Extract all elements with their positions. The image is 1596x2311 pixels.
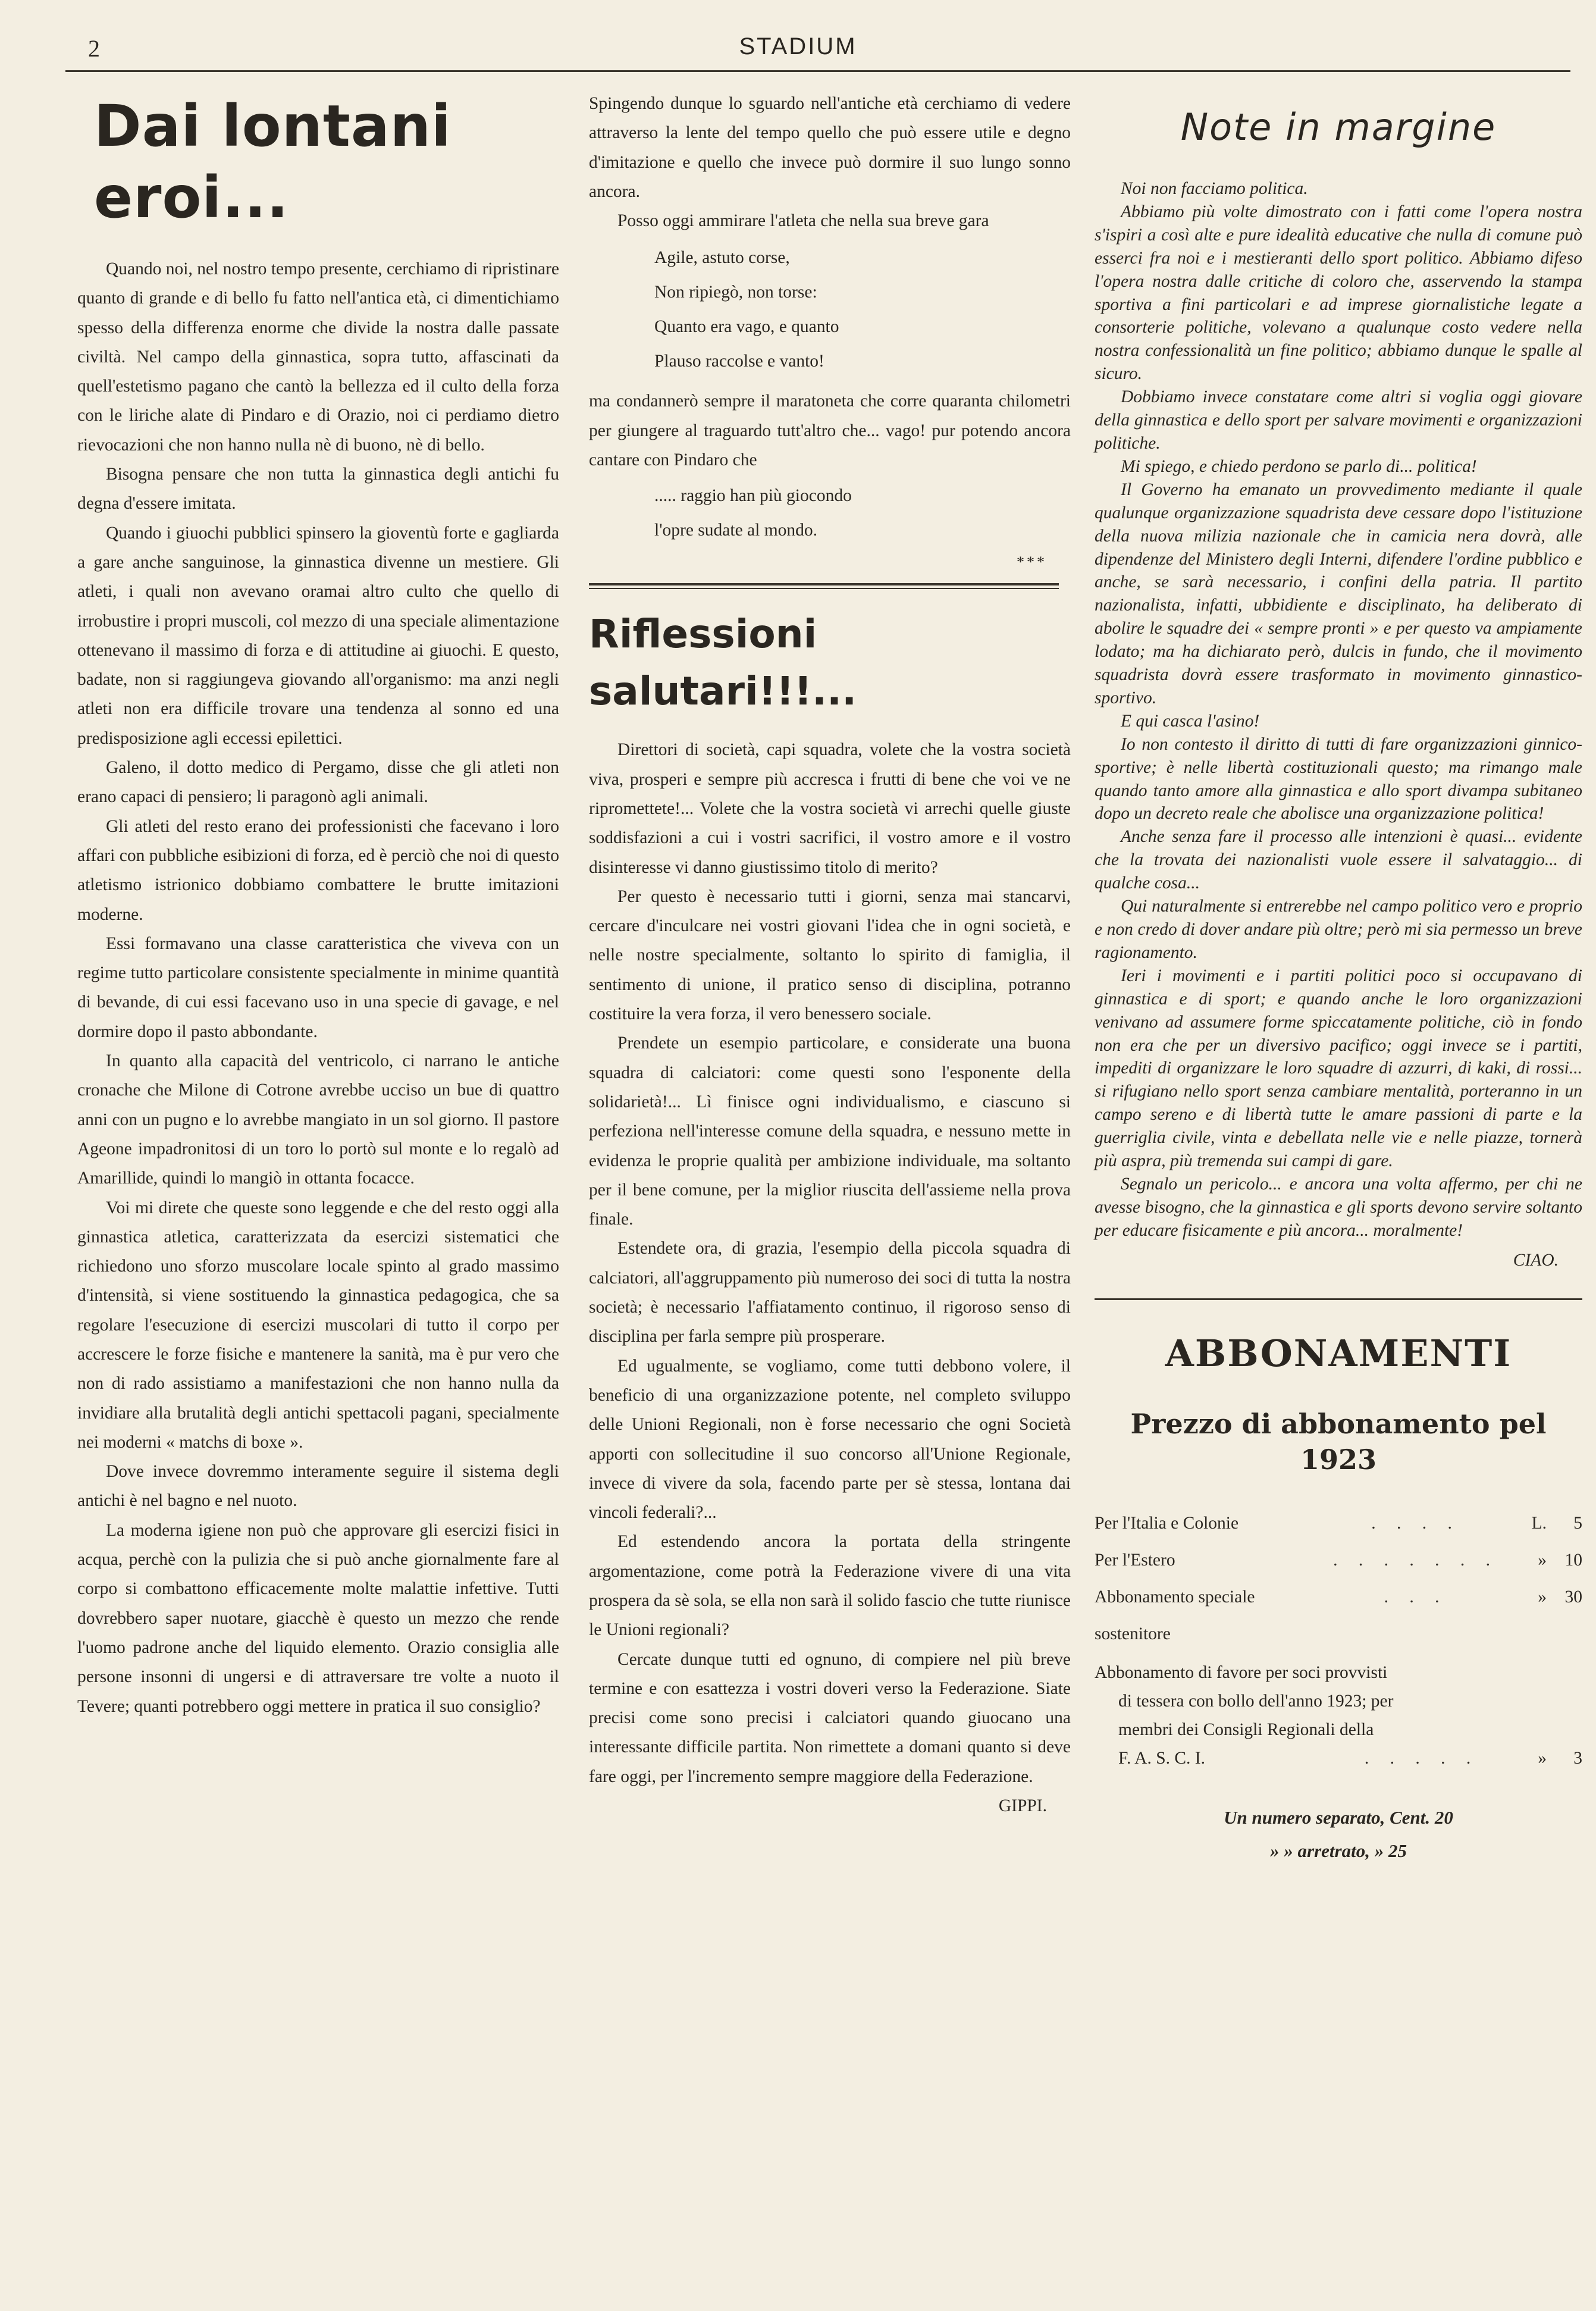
column-2 xyxy=(589,89,1071,1821)
article-separator xyxy=(589,583,1059,589)
article1-continuation: Spingendo dunque lo sguardo nell'antiche età cerchiamo di vedere attraverso la lente del tempo quello che può essere utile e degno d'imitazione e quello che invece può dormire il suo lungo sonno ancora. xyxy=(589,94,1071,201)
verse-line: Quanto era vago, e quanto xyxy=(654,317,839,337)
price-label: Per l'Estero xyxy=(1095,1550,1175,1570)
price-row xyxy=(1095,1579,1582,1652)
notes-paragraph: Io non contesto il diritto di tutti di fare organizzazioni ginnico-sportive; è nelle libertà costituzionali questo; ma rimango male quando tanto amore alla ginnastica e allo sport divampa subitaneo dopo un decreto reale che abolisce una organizzazione politica! xyxy=(1095,734,1582,823)
article1-paragraph: Dove invece dovremmo interamente seguire il sistema degli antichi è nel bagno e nel nuoto. xyxy=(77,1462,559,1511)
verse-line: Agile, astuto corse, xyxy=(654,248,790,268)
subscriptions-subtitle: Prezzo di abbonamento pel 1923 xyxy=(1130,1407,1547,1476)
price-dots: . . . xyxy=(1384,1587,1448,1607)
price-currency: » xyxy=(1538,1587,1547,1607)
article2-title: Riflessioni salutari!!!... xyxy=(589,611,857,715)
special-subscription xyxy=(1095,1658,1582,1773)
subscriptions-title: ABBONAMENTI xyxy=(1165,1331,1512,1375)
article2-signature: GIPPI. xyxy=(998,1796,1047,1816)
article1-paragraph: Quando i giuochi pubblici spinsero la gioventù forte e gagliarda a gare anche sanguinose, la ginnastica divenne un mestiere. Gli atleti, i quali non avevano oramai altro culto che quello di irrobustire i propri muscoli, col mezzo di una speciale alimentazione ottenevano il massimo di forza e di attitudine ai giuochi. E questo, badate, non si raggiungeva giovando all'organismo: ma anzi negli atleti non era difficile trovare una tendenza al sonno ed una predisposizione agli eccessi epilettici. xyxy=(77,523,559,748)
notes-paragraph: Abbiamo più volte dimostrato con i fatti come l'opera nostra s'ispiri a così alte e pure idealità educative che nulla di comune può esserci fra noi e i mestieranti dello sport politico. Abbiamo difeso l'opera nostra dalle critiche di coloro che, asservendo la stampa sportiva a fini particolari e ad imprese giornalistiche legate a consorterie politiche, volevano a qualunque costo vedere nella nostra confessionalità un fine politico; abbiamo dunque le spalle al sicuro. xyxy=(1095,202,1582,384)
article1-after-verse: ma condannerò sempre il maratoneta che corre quaranta chilometri per giungere al traguardo tutt'altro che... vago! pur potendo ancora cantare con Pindaro che xyxy=(589,392,1071,470)
article2-paragraph: Estendete ora, di grazia, l'esempio della piccola squadra di calciatori, all'aggruppamento più numeroso dei soci di tutta la nostra società; è necessario l'affiatamento continuo, il rigoroso senso di disciplina per farla sempre più prosperare. xyxy=(589,1239,1071,1346)
price-currency: » xyxy=(1538,1550,1547,1570)
article1-paragraph: Bisogna pensare che non tutta la ginnastica degli antichi fu degna d'essere imitata. xyxy=(77,465,559,513)
article1-paragraph: In quanto alla capacità del ventricolo, ci narrano le antiche cronache che Milone di Cotrone avrebbe ucciso un bue di quattro anni con un pugno e lo avrebbe mangiato in un sol giorno. Il pastore Ageone impadronitosi di un toro lo portò sul monte e lo regalò ad Amarillide, quindi lo mangiò in ottanta focacce. xyxy=(77,1051,559,1188)
back-issue-price: » » arretrato, » 25 xyxy=(1270,1840,1407,1861)
article1-verse-2 xyxy=(654,478,1071,547)
price-currency: » xyxy=(1538,1748,1547,1768)
price-currency: L. xyxy=(1531,1513,1547,1533)
verse-line: l'opre sudate al mondo. xyxy=(654,521,818,540)
price-row xyxy=(1095,1505,1582,1542)
column-3 xyxy=(1095,89,1582,1867)
price-label: Per l'Italia e Colonie xyxy=(1095,1513,1239,1533)
header-rule xyxy=(65,70,1570,72)
article1-title: Dai lontani eroi... xyxy=(94,93,451,231)
article1-paragraph: Voi mi direte che queste sono leggende e che del resto oggi alla ginnastica atletica, caratterizzata da esercizi sistematici che richiedono uno sforzo muscolare locale spinto al grado massimo d'intensità, si viene sostituendo la ginnastica pedagogica, che sa regolare l'esecuzione di esercizi muscolari di tutto il corpo per accrescere le forze fisiche e mantenere la sanità, ma è pur vero che non di rado assistiamo a manifestazioni che non hanno nulla da invidiare alla brutalità degli antichi spettacoli pagani, specialmente nei moderni « matchs di boxe ». xyxy=(77,1198,559,1452)
notes-signature: CIAO. xyxy=(1513,1250,1559,1270)
price-dots: . . . . . xyxy=(1364,1748,1479,1768)
notes-paragraph: Ieri i movimenti e i partiti politici poco si occupavano di ginnastica e di sport; e quando anche le loro organizzazioni venivano ad assumere forme spiccatamente politiche, ciò in fondo non era che per un diversivo pacifico; oggi invece se i partiti, impediti di organizzare le loro squadre di azzurri, di kaki, di rossi... si rifugiano nello sport senza cambiare mentalità, porteranno in un campo sereno e di libertà tutte le amare passioni di parte e la guerriglia civile, vinta e debellata nelle vie e nelle piazze, tornerà più aspra, più tremenda sui campi di gare. xyxy=(1095,966,1582,1171)
verse-line: Plauso raccolse e vanto! xyxy=(654,352,824,371)
notes-paragraph: Qui naturalmente si entrerebbe nel campo politico vero e proprio e non credo di dover andare più oltre; però mi sia permesso un breve ragionamento. xyxy=(1095,897,1582,962)
price-label: Abbonamento speciale sostenitore xyxy=(1095,1587,1255,1643)
price-value: 30 xyxy=(1564,1587,1582,1607)
price-dots: . . . . . . . xyxy=(1333,1550,1498,1570)
special-line: membri dei Consigli Regionali della xyxy=(1118,1720,1374,1739)
article2-paragraph: Ed estendendo ancora la portata della stringente argomentazione, come potrà la Federazione vivere di una vita prospera da sè sola, se ella non sarà il solido fascio che tutte riunisce le Unioni regionali? xyxy=(589,1532,1071,1640)
verse-line: Non ripiegò, non torse: xyxy=(654,283,817,302)
article1-paragraph: La moderna igiene non può che approvare gli esercizi fisici in acqua, perchè con la pulizia che si può anche giornalmente fare al corpo si combattono efficacemente molte malattie infettive. Tutti dovrebbero saper nuotare, giacchè è questo un mezzo che rende l'uomo padrone anche del liquido elemento. Orazio consiglia alle persone insonni di ungersi e di attraversare tre volte a nuoto il Tevere; quanti potrebbero oggi mettere in pratica il suo consiglio? xyxy=(77,1520,559,1716)
column-1 xyxy=(77,89,559,1721)
article2-paragraph: Cercate dunque tutti ed ognuno, di compiere nel più breve termine e con esattezza i vostri doveri verso la Federazione. Siate precisi come sono precisi i calciatori quando giuocano una interessante difficile partita. Non rimettete a domani quanto si deve fare oggi, per l'incremento sempre maggiore della Federazione. xyxy=(589,1649,1071,1786)
article1-continuation: Posso oggi ammirare l'atleta che nella sua breve gara xyxy=(617,211,989,231)
notes-paragraph: Noi non facciamo politica. xyxy=(1121,179,1308,198)
price-value: 3 xyxy=(1573,1748,1582,1768)
article1-paragraph: Gli atleti del resto erano dei professionisti che facevano i loro affari con pubbliche esibizioni di forza, ed è perciò che noi di questo atletismo istrionico dobbiamo combattere le brutte imitazioni moderne. xyxy=(77,816,559,924)
masthead: STADIUM xyxy=(739,33,857,60)
notes-paragraph: Mi spiego, e chiedo perdono se parlo di... politica! xyxy=(1121,456,1477,476)
article2-paragraph: Direttori di società, capi squadra, volete che la vostra società viva, prosperi e sempre più accresca i frutti di bene che voi ve ne ripromettete!... Volete che la vostra società vi arrechi quelle giuste soddisfazioni a cui i vostri sacrifici, il vostro amore e il vostro disinteresse vi danno giustissimo titolo di merito? xyxy=(589,740,1071,877)
notes-title: Note in margine xyxy=(1180,105,1497,149)
article2-paragraph: Prendete un esempio particolare, e considerate una buona squadra di calciatori: come questi sono l'esponente della solidarietà!... Lì finisce ogni individualismo, e ciascuno si perfeziona nell'interesse comune della squadra, e nessuno mette in evidenza le proprie qualità per ambizione individuale, ma soltanto per il bene comune, per la miglior riuscita dell'assieme nella prova finale. xyxy=(589,1034,1071,1229)
single-issue-price: Un numero separato, Cent. 20 xyxy=(1224,1806,1453,1828)
notes-paragraph: E qui casca l'asino! xyxy=(1121,711,1260,731)
price-value: 5 xyxy=(1573,1513,1582,1533)
article1-verse xyxy=(654,240,1071,378)
price-row xyxy=(1095,1542,1582,1579)
section-stars: *** xyxy=(1017,553,1047,571)
article2-paragraph: Ed ugualmente, se vogliamo, come tutti debbono volere, il beneficio di una organizzazione potente, nel completo sviluppo delle Unioni Regionali, non è forse necessario che ogni Società apporti con sollecitudine il suo concorso all'Unione Regionale, invece di vivere da sola, facendo parte per sè stessa, lontana dai vincoli federali?... xyxy=(589,1356,1071,1523)
price-value: 10 xyxy=(1564,1550,1582,1570)
notes-paragraph: Anche senza fare il processo alle intenzioni è quasi... evidente che la trovata dei nazionalisti vuole essere il salvataggio... di qualche cosa... xyxy=(1095,827,1582,893)
subscriptions-rule xyxy=(1095,1298,1582,1300)
verse-line: ..... raggio han più giocondo xyxy=(654,486,852,506)
article1-paragraph: Galeno, il dotto medico di Pergamo, disse che gli atleti non erano capaci di pensiero; li paragonò agli animali. xyxy=(77,758,559,807)
price-row xyxy=(1095,1744,1582,1773)
article1-paragraph: Essi formavano una classe caratteristica che viveva con un regime tutto particolare consistente specialmente in minime quantità di bevande, di cui essi facevano uso in una specie di gavage, e nel dormire dopo il pasto abbondante. xyxy=(77,934,559,1041)
page-number: 2 xyxy=(88,35,100,62)
special-line: Abbonamento di favore per soci provvisti xyxy=(1095,1662,1388,1682)
price-dots: . . . . xyxy=(1371,1513,1460,1533)
notes-paragraph: Segnalo un pericolo... e ancora una volta affermo, per chi ne avesse bisogno, che la ginnastica e gli sports devono servire soltanto per educare fisicamente e più ancora... moralmente! xyxy=(1095,1174,1582,1240)
special-line: di tessera con bollo dell'anno 1923; per xyxy=(1118,1691,1394,1711)
notes-paragraph: Il Governo ha emanato un provvedimento mediante il quale qualunque organizzazione squadrista deve cessare dopo l'istituzione della nuova milizia nazionale che in camicia nera dovrà, alle dipendenze del Ministero degli Interni, difendere l'ordine pubblico e anche, se sarà necessario, i confini della patria. Il partito nazionalista, infatti, ubbidiente e disciplinato, ha deliberato di abolire le squadre dei « sempre pronti » e per questo va ampiamente lodato; ma ha dichiarato però, dulcis in fundo, che il movimento squadrista dovrà essere trasformato in movimento ginnastico-sportivo. xyxy=(1095,480,1582,707)
article2-paragraph: Per questo è necessario tutti i giorni, senza mai stancarvi, cercare d'inculcare nei vostri giovani l'idea che in ogni società, e nelle nostre specialmente, soltanto lo spirito di famiglia, il sentimento di unione, il pratico senso di disciplina, potranno costituire la vera forza, il vero benessero sociale. xyxy=(589,887,1071,1024)
article1-paragraph: Quando noi, nel nostro tempo presente, cerchiamo di ripristinare quanto di grande e di bello fu fatto nell'antica età, ci dimentichiamo spesso della differenza enorme che divide la nostra dalle passate civiltà. Nel campo della ginnastica, sopra tutto, affascinati da quell'estetismo pagano che cantò la bellezza ed il culto della forza con le liriche alate di Pindaro e di Orazio, noi ci perdiamo dietro rievocazioni che non hanno nulla nè di buono, nè di bello. xyxy=(77,259,559,455)
price-label: F. A. S. C. I. xyxy=(1118,1748,1206,1768)
notes-paragraph: Dobbiamo invece constatare come altri si voglia oggi giovare della ginnastica e dello sport per salvare movimenti e organizzazioni politiche. xyxy=(1095,387,1582,453)
